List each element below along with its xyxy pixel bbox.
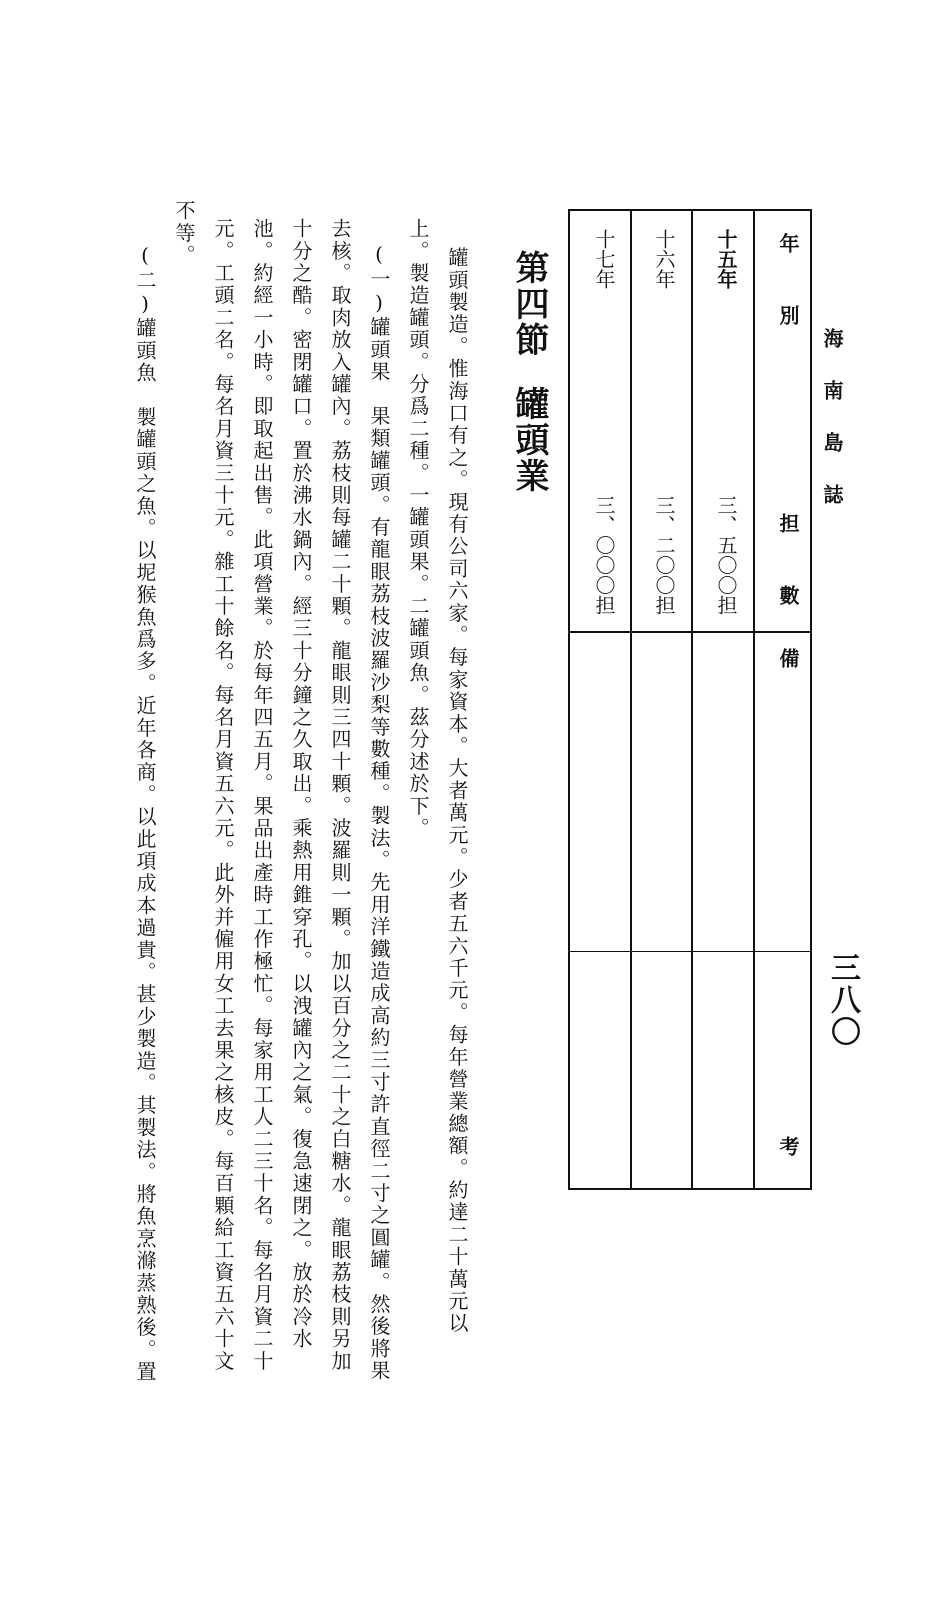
body-line: (二)罐頭魚 製罐頭之魚。以坭猴魚爲多。近年各商。以此項成本過貴。甚少製造。其製法。將魚烹滌蒸熟後。置 (133, 243, 157, 1384)
table-divider (753, 211, 755, 1188)
section-title: 罐頭業 (509, 386, 549, 494)
body-line: (一)罐頭果 果類罐頭。有龍眼荔枝波羅沙梨等數種。製法。先用洋鐵造成高約三寸許直徑二寸之圓罐。然後將果 (367, 242, 391, 1383)
body-line: 池。約經一小時。即取起出售。此項營業。於每年四五月。果品出產時工作極忙。每家用工人二三十名。每名月資二十 (250, 218, 274, 1373)
table-cell-year: 十五年 (714, 229, 738, 289)
table-cell-amount: 三、二〇〇担 (652, 495, 676, 615)
section-heading (505, 250, 554, 494)
body-line: 十分之酷。密閉罐口。置於沸水鍋內。經三十分鐘之久取出。乘熱用錐穿孔。以洩罐內之氣。復急速閉之。放於冷水 (289, 218, 313, 1351)
table-header-remarks: 備考 (776, 648, 800, 1624)
table-header-year: 年別 (776, 233, 800, 377)
running-header-title: 海南島誌 (820, 328, 844, 536)
table-header-amount: 担數 (776, 513, 800, 657)
body-line: 上。製造罐頭。分爲二種。一罐頭果。二罐頭魚。茲分述於下。 (406, 218, 430, 840)
body-line: 元。工頭二名。每名月資三十元。雜工十餘名。每名月資五六元。此外并僱用女工去果之核皮。每百顆給工資五六十文 (211, 218, 235, 1373)
yearly-output-table (568, 209, 812, 1624)
table-cell-year: 十七年 (592, 229, 616, 289)
section-number: 第四節 (509, 250, 549, 358)
body-line: 罐頭製造。惟海口有之。現有公司六家。每家資本。大者萬元。少者五六千元。每年營業總額。約達二十萬元以 (445, 247, 469, 1335)
table-cell-amount: 三、五〇〇担 (714, 495, 738, 615)
table-divider (691, 211, 693, 1188)
table-cell-amount: 三、〇〇〇担 (592, 495, 616, 615)
body-line: 不等。 (172, 200, 196, 267)
body-line: 去核。取肉放入罐內。荔枝則每罐二十顆。龍眼則三四十顆。波羅則一顆。加以百分之二十之白糖水。龍眼荔枝則另加 (328, 218, 352, 1373)
table-cell-year: 十六年 (652, 229, 676, 289)
table-divider (630, 211, 632, 1188)
page-number: 三八〇 (825, 952, 860, 1048)
